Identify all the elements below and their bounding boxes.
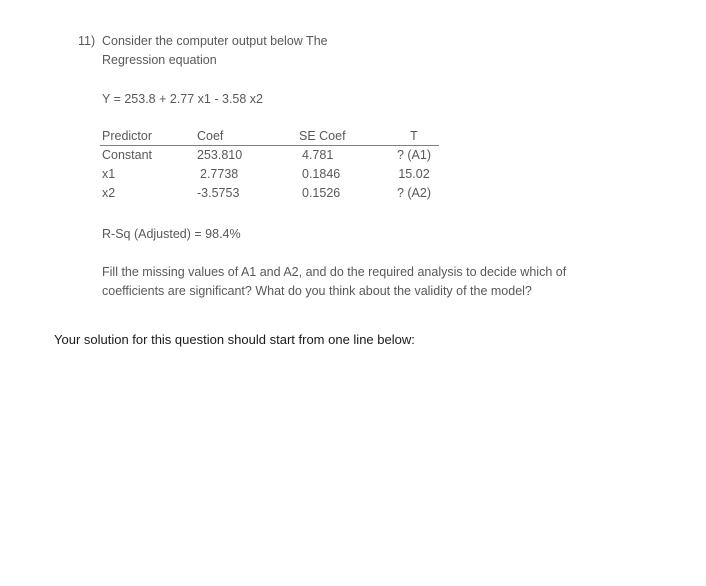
cell-predictor: x2 — [102, 186, 116, 200]
question-number: 11) — [78, 34, 96, 48]
table-header-row — [100, 128, 439, 146]
regression-table — [100, 128, 439, 203]
cell-coef: 253.810 — [197, 148, 243, 162]
question-instructions: Fill the missing values of A1 and A2, and do the required analysis to decide which of coefficients are significant? What do you think about the validity of the model? — [102, 265, 567, 298]
solution-note: Your solution for this question should start from one line below: — [54, 332, 415, 347]
r-squared-adjusted: R-Sq (Adjusted) = 98.4% — [102, 227, 241, 241]
header-se-coef: SE Coef — [297, 128, 389, 146]
cell-se-coef: 0.1846 — [302, 167, 341, 181]
header-t: T — [389, 128, 439, 146]
cell-coef: 2.7738 — [200, 167, 239, 181]
table-row — [100, 184, 439, 203]
table-row — [100, 165, 439, 184]
cell-t: ? (A1) — [396, 148, 432, 162]
cell-t: 15.02 — [398, 167, 430, 181]
cell-predictor: Constant — [102, 148, 153, 162]
cell-se-coef: 0.1526 — [302, 186, 341, 200]
header-predictor: Predictor — [100, 128, 195, 146]
question-text: Consider the computer output below The Regression equation — [102, 34, 328, 67]
cell-coef: -3.5753 — [197, 186, 240, 200]
header-coef: Coef — [195, 128, 297, 146]
cell-t: ? (A2) — [396, 186, 432, 200]
regression-equation: Y = 253.8 + 2.77 x1 - 3.58 x2 — [102, 92, 263, 106]
cell-se-coef: 4.781 — [302, 148, 334, 162]
cell-predictor: x1 — [102, 167, 116, 181]
table-row — [100, 146, 439, 166]
